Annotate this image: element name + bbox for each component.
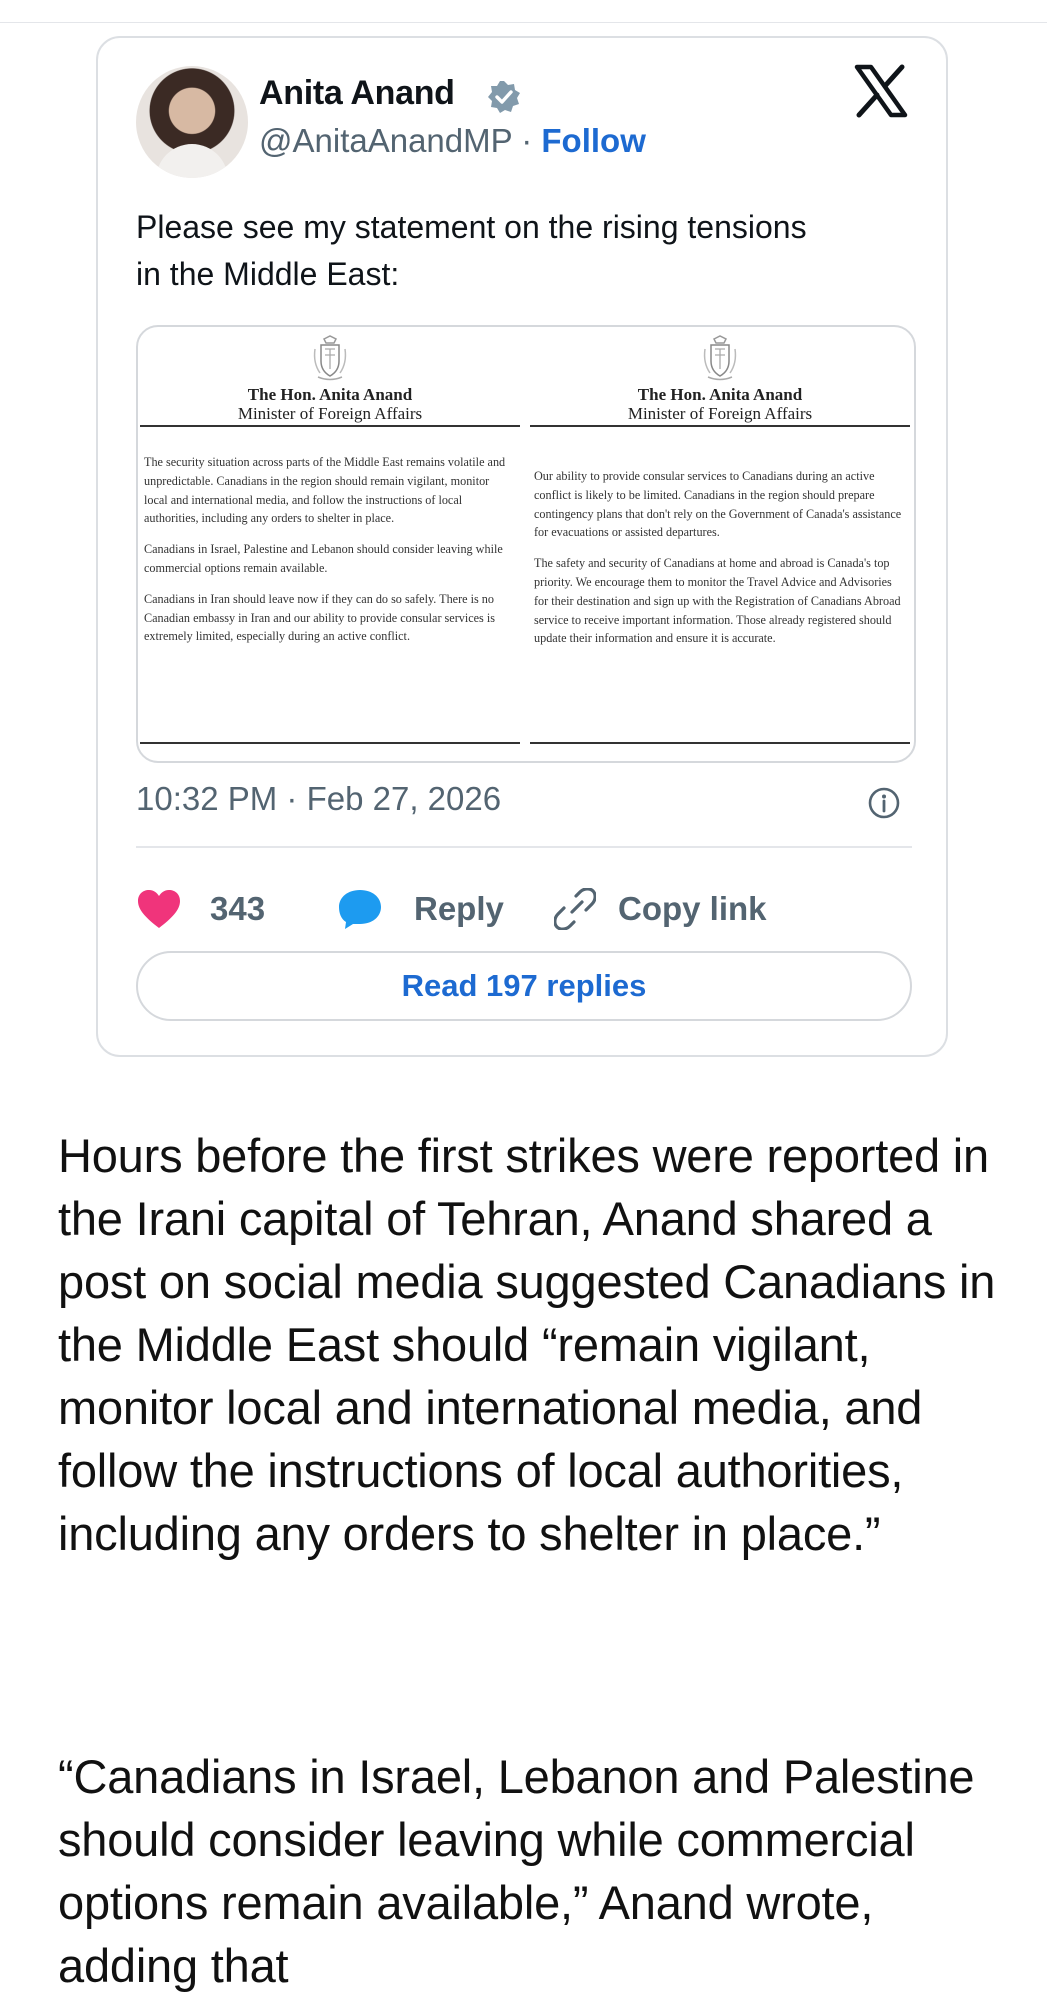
verified-badge-icon [486,79,522,115]
author-handle[interactable]: @AnitaAnandMP [259,122,513,159]
author-name[interactable]: Anita Anand [259,74,455,112]
tweet-timestamp[interactable]: 10:32 PM · Feb 27, 2026 [136,780,502,817]
tweet-text-line: Please see my statement on the rising tensions [136,209,807,245]
article-body [58,1124,998,1565]
info-icon[interactable] [867,786,901,820]
minister-title: Minister of Foreign Affairs [237,404,423,423]
like-count: 343 [210,890,266,927]
minister-name: The Hon. Anita Anand [247,385,413,404]
follow-link[interactable]: Follow [541,122,646,159]
statement-paragraph: The safety and security of Canadians at home and abroad is Canada's top priority. We encourage them to monitor the Travel Advice and Advisories for their destination and sign up with the Registration of Canadians Abroad service to receive important information. Those already registered should update their information and ensure it is accurate. [534,556,901,646]
embedded-tweet-card[interactable] [96,36,948,1057]
coat-of-arms-icon [312,335,348,381]
copy-link-button[interactable] [554,884,767,934]
footer-rule [530,742,910,744]
link-icon [554,888,596,930]
statement-paragraph: Canadians in Israel, Palestine and Lebanon should consider leaving while commercial options remain available. [144,542,503,575]
heart-icon [136,888,182,930]
actions-divider [136,846,912,848]
minister-title: Minister of Foreign Affairs [627,404,813,423]
article-body-continued [58,1745,998,1997]
statement-image[interactable] [136,325,916,763]
article-paragraph: “Canadians in Israel, Lebanon and Palestine should consider leaving while commercial options remain available,” Anand wrote, adding that [58,1750,975,1992]
statement-body [534,467,904,660]
reply-bubble-icon [337,888,383,930]
statement-paragraph: Canadians in Iran should leave now if they can do so safely. There is no Canadian embassy in Iran and our ability to provide consular services is extremely limited, especially during an active conflict. [144,591,495,644]
x-logo-icon[interactable] [854,64,908,118]
minister-name: The Hon. Anita Anand [637,385,803,404]
statement-header [138,385,522,423]
header-rule [140,425,520,427]
header-rule [530,425,910,427]
top-divider [0,22,1047,23]
reply-button[interactable] [337,884,504,934]
reply-label: Reply [414,890,504,927]
statement-paragraph: The security situation across parts of the Middle East remains volatile and unpredictable. Canadians in the region should remain vigilant, monitor local and international media, and follow the instructions of local authorities, including any orders to shelter in place. [144,455,506,526]
tweet-text [136,204,926,298]
read-replies-button[interactable]: Read 197 replies [136,951,912,1021]
avatar[interactable] [136,66,248,178]
statement-header [528,385,912,423]
statement-paragraph: Our ability to provide consular services to Canadians during an active conflict is likely to be limited. Canadians in the region should prepare contingency plans that don't rely on the Government of Canada's assistance for evacuations or assisted departures. [534,469,902,540]
avatar-shirt [156,144,228,178]
coat-of-arms-icon [702,335,738,381]
article-paragraph: Hours before the first strikes were reported in the Irani capital of Tehran, Anand shared a post on social media suggested Canadians in the Middle East should “remain vigilant, monitor local and international media, and follow the instructions of local authorities, including any orders to shelter in place.” [58,1129,996,1560]
separator-dot: · [521,122,533,159]
like-button[interactable] [136,884,265,934]
copy-link-label: Copy link [618,890,767,927]
handle-row [259,122,646,160]
footer-rule [140,742,520,744]
statement-page-right [528,327,912,761]
tweet-text-line: in the Middle East: [136,256,400,292]
statement-page-left [138,327,522,761]
statement-body [144,453,514,658]
